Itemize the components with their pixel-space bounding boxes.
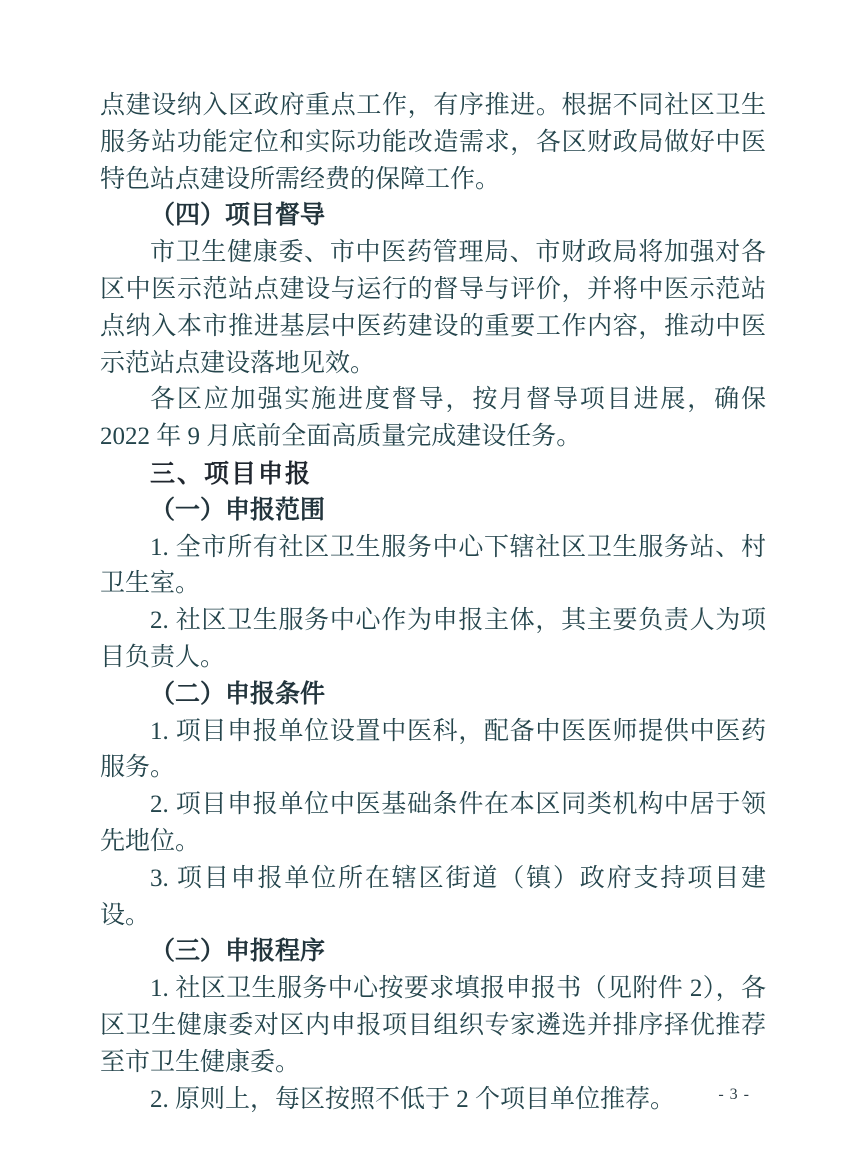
paragraph: 2. 社区卫生服务中心作为申报主体，其主要负责人为项目负责人。: [100, 607, 766, 671]
paragraph: 3. 项目申报单位所在辖区街道（镇）政府支持项目建设。: [100, 864, 766, 929]
paragraph: 2. 原则上，每区按照不低于 2 个项目单位推荐。: [150, 1085, 676, 1113]
paragraph: 1. 全市所有社区卫生服务中心下辖社区卫生服务站、村卫生室。: [100, 533, 766, 598]
paragraph: 各区应加强实施进度督导，按月督导项目进展，确保 2022 年 9 月底前全面高质量完成建设任务。: [100, 386, 766, 451]
section-heading: 三、项目申报: [150, 459, 313, 488]
paragraph: 1. 社区卫生服务中心按要求填报申报书（见附件 2），各区卫生健康委对区内申报项目组织专家遴选并排序择优推荐至市卫生健康委。: [100, 975, 766, 1076]
paragraph: 市卫生健康委、市中医药管理局、市财政局将加强对各区中医示范站点建设与运行的督导与评价，并将中医示范站点纳入本市推进基层中医药建设的重要工作内容，推动中医示范站点建设落地见效。: [100, 239, 766, 377]
paragraph: 1. 项目申报单位设置中医科，配备中医医师提供中医药服务。: [100, 717, 766, 782]
section-heading: （三）申报程序: [150, 938, 326, 966]
section-heading: （四）项目督导: [150, 202, 326, 230]
section-heading: （二）申报条件: [150, 680, 326, 708]
document-body: [100, 88, 766, 1118]
page-number: - 3 -: [718, 1086, 750, 1103]
section-heading: （一）申报范围: [150, 496, 326, 524]
paragraph: 2. 项目申报单位中医基础条件在本区同类机构中居于领先地位。: [100, 791, 766, 855]
paragraph: 点建设纳入区政府重点工作，有序推进。根据不同社区卫生服务站功能定位和实际功能改造需求，各区财政局做好中医特色站点建设所需经费的保障工作。: [100, 92, 766, 193]
